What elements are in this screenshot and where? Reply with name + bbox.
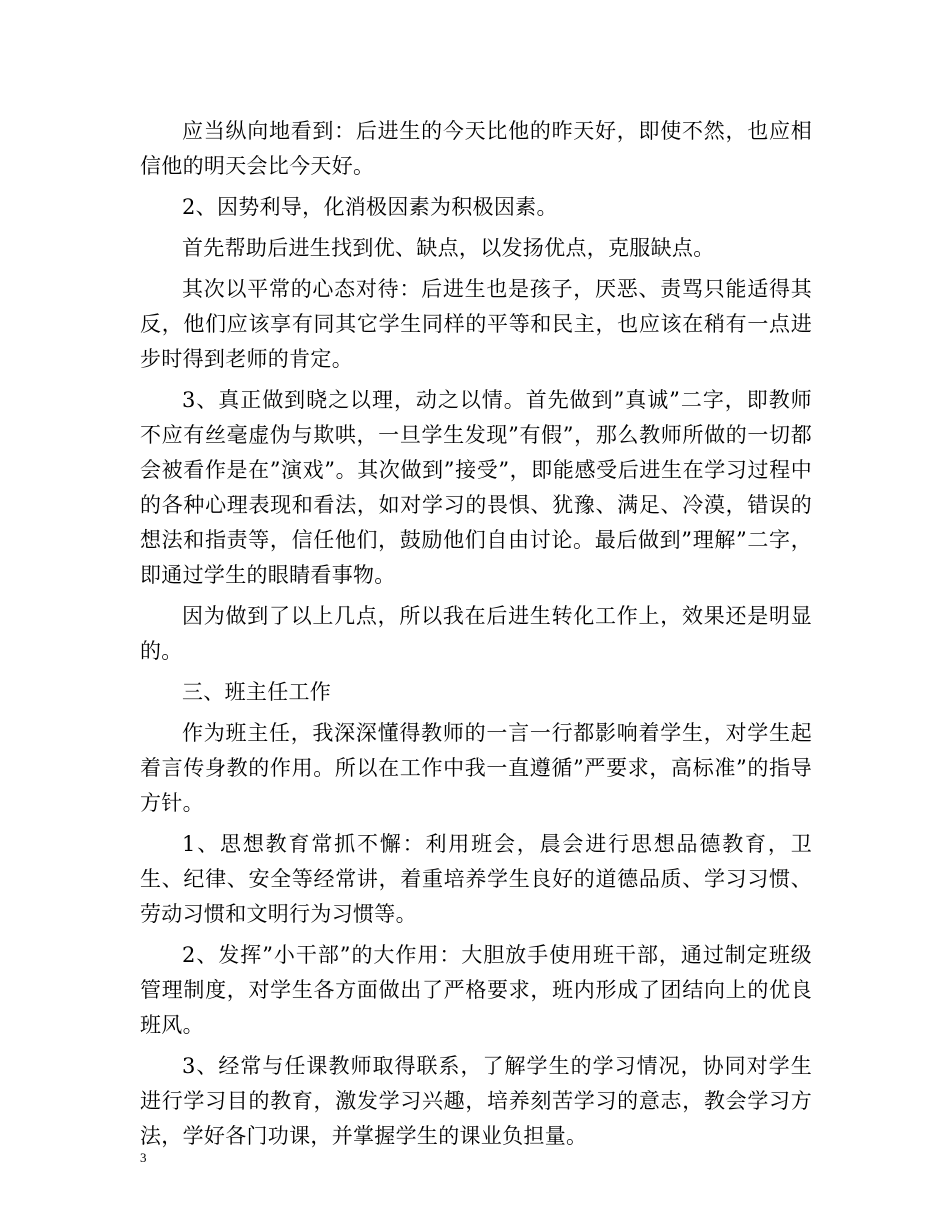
section-heading: 三、班主任工作 — [182, 680, 332, 704]
paragraph: 2、因势利导，化消极因素为积极因素。 — [182, 195, 558, 219]
paragraph: 首先帮助后进生找到优、缺点，以发扬优点，克服缺点。 — [182, 236, 715, 260]
paragraph: 3、真正做到晓之以理，动之以情。首先做到”真诚”二字，即教师不应有丝毫虚伪与欺哄，一旦学生发现”有假”，那么教师所做的一切都会被看作是在”演戏”。其次做到”接受”，即能感受后进生在学习过程中的各种心理表现和看法，如对学习的畏惧、犹豫、满足、冷漠，错误的想法和指责等，信任他们，鼓励他们自由讨论。最后做到”理解”二字，即通过学生的眼睛看事物。 — [140, 388, 812, 587]
paragraph: 作为班主任，我深深懂得教师的一言一行都影响着学生，对学生起着言传身教的作用。所以在工作中我一直遵循”严要求，高标准”的指导方针。 — [140, 721, 812, 815]
paragraph: 1、思想教育常抓不懈：利用班会，晨会进行思想品德教育，卫生、纪律、安全等经常讲，着重培养学生良好的道德品质、学习习惯、劳动习惯和文明行为习惯等。 — [140, 832, 812, 926]
paragraph: 3、经常与任课教师取得联系，了解学生的学习情况，协同对学生进行学习目的教育，激发学习兴趣，培养刻苦学习的意志，教会学习方法，学好各门功课，并掌握学生的课业负担量。 — [140, 1054, 812, 1148]
document-body — [140, 114, 812, 1160]
paragraph: 应当纵向地看到：后进生的今天比他的昨天好，即使不然，也应相信他的明天会比今天好。 — [140, 119, 812, 178]
paragraph: 2、发挥”小干部”的大作用：大胆放手使用班干部，通过制定班级管理制度，对学生各方面做出了严格要求，班内形成了团结向上的优良班风。 — [140, 943, 812, 1037]
page-number: 3 — [140, 1150, 147, 1165]
paragraph: 其次以平常的心态对待：后进生也是孩子，厌恶、责骂只能适得其反，他们应该享有同其它学生同样的平等和民主，也应该在稍有一点进步时得到老师的肯定。 — [140, 277, 812, 371]
paragraph: 因为做到了以上几点，所以我在后进生转化工作上，效果还是明显的。 — [140, 604, 812, 663]
